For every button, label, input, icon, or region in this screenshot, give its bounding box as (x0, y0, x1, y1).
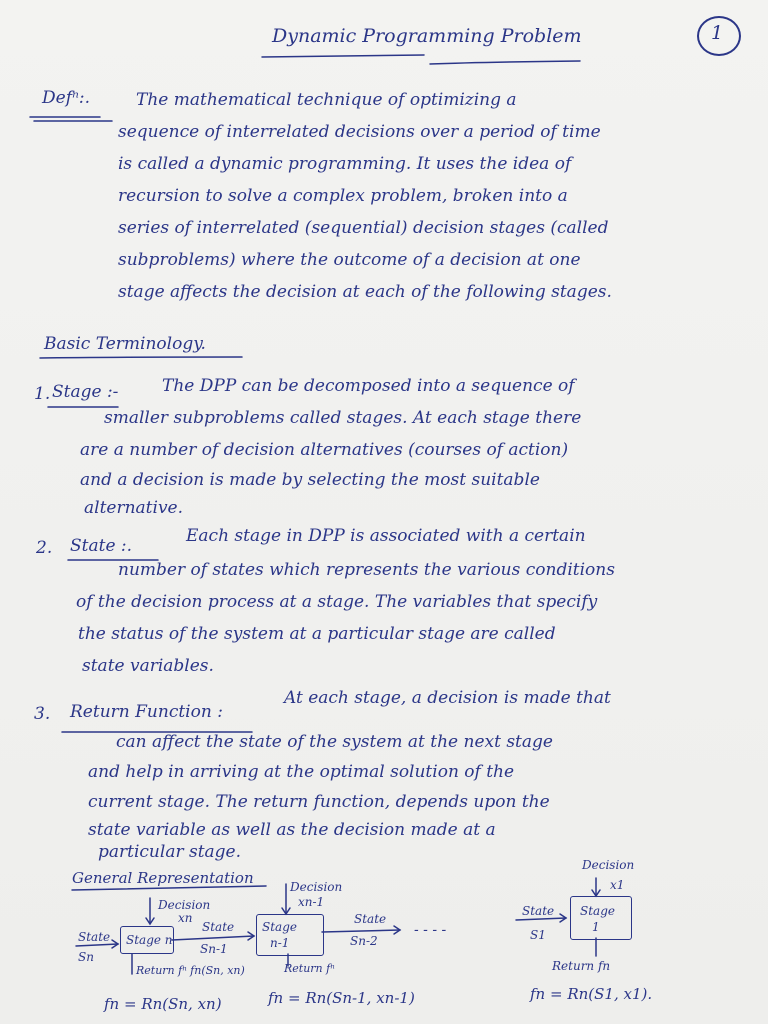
definition-line: stage affects the decision at each of the following stages. (118, 282, 612, 302)
page-title: Dynamic Programming Problem (272, 25, 582, 47)
diagram-heading: General Representation (72, 869, 254, 887)
formula-n: fn = Rn(Sn, xn) (104, 995, 222, 1013)
stage-n1-line1: Stage (262, 920, 297, 934)
term-state-line: number of states which represents the various conditions (118, 560, 615, 580)
term-return-line: state variable as well as the decision made at a (88, 820, 496, 840)
term-return-line: and help in arriving at the optimal solution of the (88, 762, 515, 782)
state-sn1-label: State (202, 920, 235, 934)
state-sn2-label: State (354, 912, 387, 926)
term-state-name: State :. (70, 536, 133, 556)
term-return-line: At each stage, a decision is made that (284, 688, 611, 708)
stage-1-box (570, 896, 632, 940)
term-state-line: of the decision process at a stage. The variables that specify (76, 592, 598, 612)
state-sn1-var: Sn-1 (200, 942, 228, 956)
definition-line: is called a dynamic programming. It uses the idea of (118, 154, 572, 174)
stage-n-label: Stage n (126, 933, 173, 947)
state-s1-var: S1 (530, 928, 546, 942)
state-sn-var: Sn (78, 950, 94, 964)
decision-1-var: x1 (610, 878, 625, 892)
formula-n1: fn = Rn(Sn-1, xn-1) (268, 989, 415, 1007)
return-1-note: Return fn (552, 959, 611, 973)
state-s1-label: State (522, 904, 555, 918)
state-sn2-var: Sn-2 (350, 934, 378, 948)
term-state-line: Each stage in DPP is associated with a certain (186, 526, 586, 546)
term-return-line: particular stage. (98, 842, 242, 862)
term-return-line: can affect the state of the system at the next stage (116, 732, 553, 752)
formula-1: fn = Rn(S1, x1). (530, 985, 653, 1003)
ellipsis-dots: - - - - (414, 922, 447, 938)
term-stage-line: and a decision is made by selecting the most suitable (80, 470, 540, 490)
term-stage-line: alternative. (84, 498, 184, 518)
definition-line: recursion to solve a complex problem, broken into a (118, 186, 568, 206)
stage-n1-line2: n-1 (270, 936, 290, 950)
basic-terminology-heading: Basic Terminology. (44, 334, 206, 354)
decision-n1-var: xn-1 (298, 895, 325, 909)
state-sn-label: State (78, 930, 111, 944)
term-stage-name: Stage :- (52, 382, 119, 402)
page-number: 1 (710, 22, 724, 44)
definition-label: Defⁿ:. (42, 88, 91, 108)
stage-1-line1: Stage (580, 904, 615, 918)
decision-n-label: Decision (158, 898, 211, 912)
definition-line: series of interrelated (sequential) decision stages (called (118, 218, 609, 238)
definition-line: subproblems) where the outcome of a decision at one (118, 250, 581, 270)
term-state-line: the status of the system at a particular stage are called (78, 624, 556, 644)
decision-n1-label: Decision (290, 880, 343, 894)
term-number: 1. (34, 384, 51, 404)
term-state-line: state variables. (82, 656, 214, 676)
term-number: 3. (34, 704, 51, 724)
term-stage-line: smaller subproblems called stages. At each stage there (104, 408, 582, 428)
decision-1-label: Decision (582, 858, 635, 872)
term-stage-line: The DPP can be decomposed into a sequence of (162, 376, 575, 396)
return-n-note: Return fⁿ fn(Sn, xn) (136, 964, 245, 977)
stage-1-line2: 1 (592, 920, 600, 934)
term-return-line: current stage. The return function, depends upon the (88, 792, 550, 812)
term-number: 2. (36, 538, 53, 558)
definition-line: sequence of interrelated decisions over a period of time (118, 122, 601, 142)
return-n1-note: Return fⁿ (284, 962, 335, 975)
definition-line: The mathematical technique of optimizing a (136, 90, 517, 110)
term-return-function-name: Return Function : (70, 702, 223, 722)
term-stage-line: are a number of decision alternatives (courses of action) (80, 440, 569, 460)
decision-n-var: xn (178, 911, 193, 925)
